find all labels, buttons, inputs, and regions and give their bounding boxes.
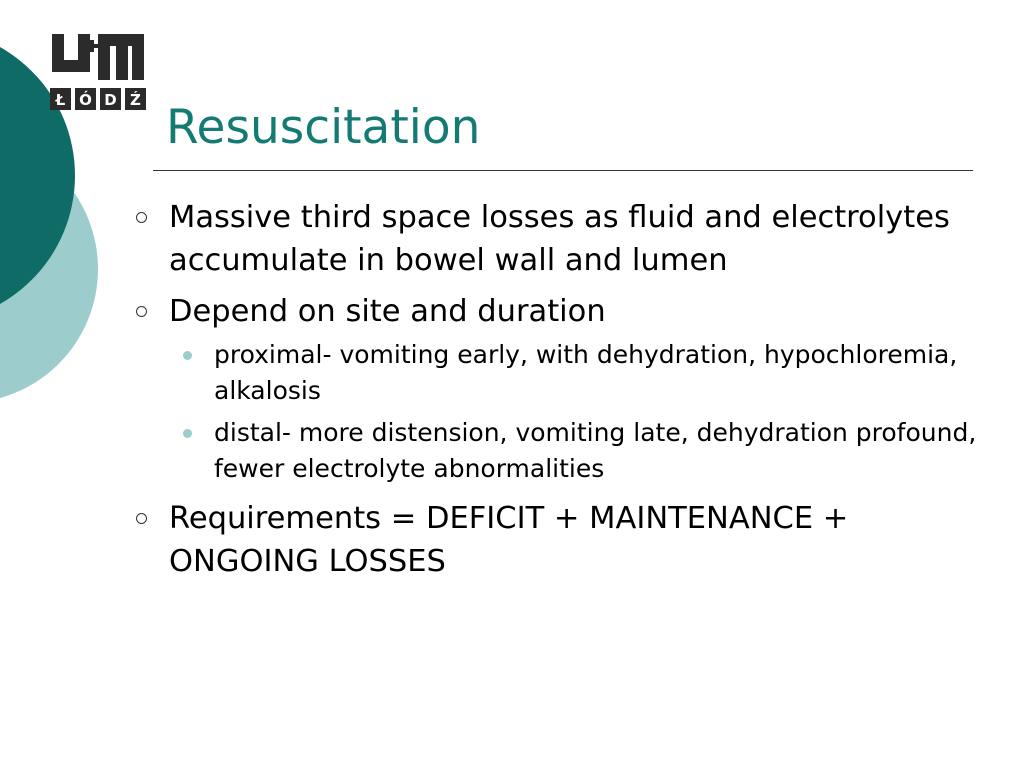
logo-letter: D — [104, 91, 117, 109]
university-logo — [50, 30, 146, 112]
logo-letter: Ł — [55, 91, 66, 109]
bullet-text: Massive third space losses as fluid and electrolytes accumulate in bowel wall and lumen — [169, 200, 950, 278]
filled-dot-bullet-icon — [183, 351, 192, 360]
um-lodz-logo-icon — [50, 30, 146, 112]
sub-bullet-text: proximal- vomiting early, with dehydration, hypochloremia, alkalosis — [214, 340, 958, 405]
sub-bullet-list — [130, 337, 990, 487]
logo-letter: Ó — [79, 91, 92, 109]
bullet-list — [130, 196, 990, 591]
bullet-text: Requirements = DEFICIT + MAINTENANCE + ONGOING LOSSES — [169, 501, 849, 579]
sub-bullet-item — [130, 415, 990, 487]
hollow-circle-bullet-icon — [136, 212, 147, 223]
logo-letter: Ź — [130, 91, 141, 109]
hollow-circle-bullet-icon — [136, 306, 147, 317]
filled-dot-bullet-icon — [183, 429, 192, 438]
bullet-item — [130, 290, 990, 333]
bullet-text: Depend on site and duration — [169, 294, 606, 329]
sub-bullet-text: distal- more distension, vomiting late, dehydration profound, fewer electrolyte abnormalities — [214, 418, 977, 483]
title-divider — [153, 170, 973, 171]
sub-bullet-item — [130, 337, 990, 409]
bullet-item — [130, 196, 990, 282]
slide-title: Resuscitation — [166, 100, 481, 155]
hollow-circle-bullet-icon — [136, 513, 147, 524]
bullet-item — [130, 497, 990, 583]
